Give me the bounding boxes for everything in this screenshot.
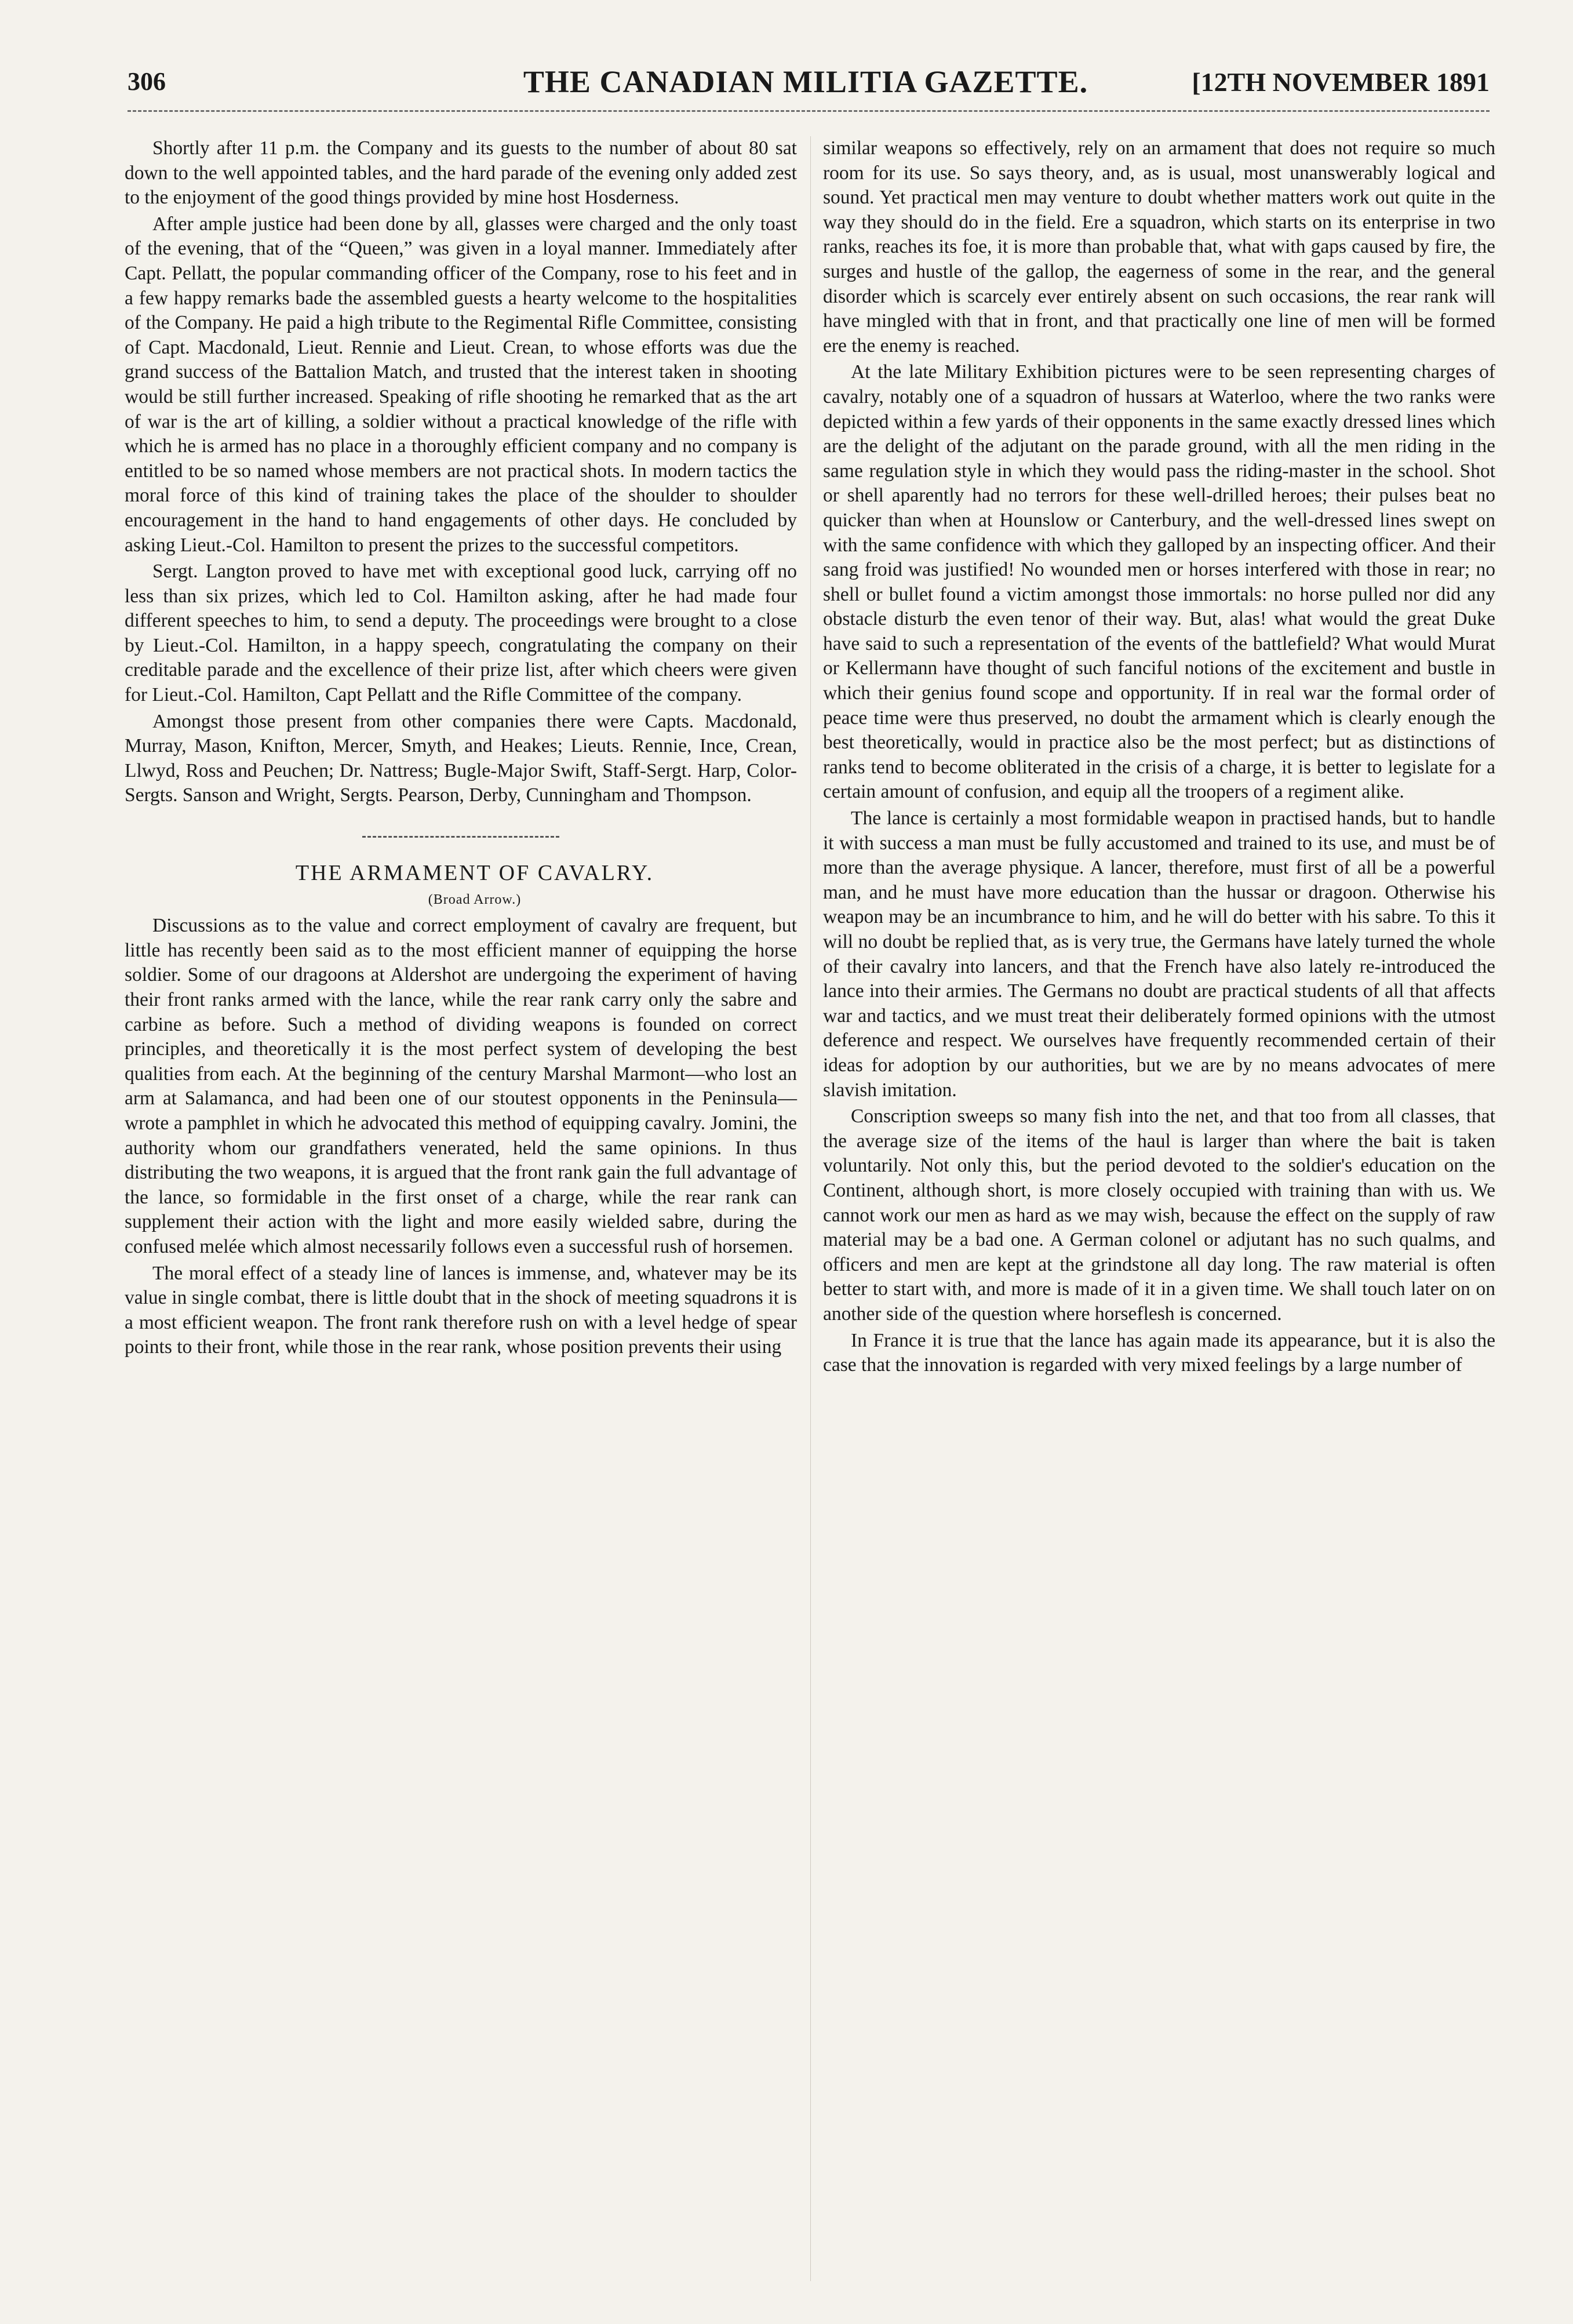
right-column bbox=[823, 136, 1495, 1380]
paragraph: The moral effect of a steady line of lances is immense, and, whatever may be its value in single combat, there is little doubt that in the shock of meeting squadrons it is a most efficient weapon. The front rank therefore rush on with a level hedge of spear points to their front, while those in the rear rank, whose position prevents their using bbox=[125, 1262, 797, 1358]
paragraph: At the late Military Exhibition pictures were to be seen representing charges of cavalry, notably one of a squadron of hussars at Waterloo, where the two ranks were depicted within a few yards of their opponents in the same exactly dressed lines which are the delight of the adjutant on the parade ground, with all the men riding in the same regulation style in which they would pass the riding-master in the school. Shot or shell aparently had no terrors for these well-drilled heroes; their pulses beat no quicker than when at Hounslow or Canterbury, and the well-dressed lines swept on with the same confidence with which they galloped by an inspecting officer. And their sang froid was justified! No wounded men or horses interfered with those in rear; no shell or bullet found a victim amongst those immortals: no horse pulled nor did any obstacle disturb the even tenor of their way. But, alas! what would the great Duke have said to such a representation of the events of the battlefield? What would Murat or Kellermann have thought of such fanciful notions of the excitement and bustle in which their genius found scope and opportunity. If in real war the formal order of peace time were thus preserved, no doubt the armament which is clearly enough the best theoretically, would in practice also be the most perfect; but as distinctions of ranks tend to become obliterated in the crisis of a charge, it is better to legislate for a certain amount of confusion, and equip all the troopers of a regiment alike. bbox=[823, 361, 1495, 803]
newspaper-title: THE CANADIAN MILITIA GAZETTE. bbox=[523, 64, 1088, 99]
article-source: (Broad Arrow.) bbox=[428, 892, 522, 907]
left-column bbox=[125, 136, 797, 1362]
paragraph: similar weapons so effectively, rely on an armament that does not require so much room for its use. So says theory, and, as is usual, most unanswerably logical and sound. Yet practical men may venture to doubt whether matters work out quite in the way they should do in the field. Ere a squadron, which starts on its enterprise in two ranks, reaches its foe, it is more than probable that, what with gaps caused by fire, the surges and hustle of the gallop, the eagerness of some in the rear, and the general disorder which is scarcely ever entirely absent on such occasions, the rear rank will have mingled with that in front, and that practically one line of men will be formed ere the enemy is reached. bbox=[823, 137, 1495, 357]
paragraph: In France it is true that the lance has again made its appearance, but it is also the case that the innovation is regarded with very mixed feelings by a large number of bbox=[823, 1329, 1495, 1376]
paragraph: Conscription sweeps so many fish into the net, and that too from all classes, that the average size of the items of the haul is larger than where the bait is taken voluntarily. Not only this, but the period devoted to the soldier's education on the Continent, although short, is more closely occupied with training than with us. We cannot work our men as hard as we may wish, because the effect on the supply of raw material may be a bad one. A German colonel or adjutant has no such qualms, and officers and men are kept at the grindstone all day long. The raw material is often better to start with, and more is made of it in a given time. We shall touch later on on another side of the question where horseflesh is concerned. bbox=[823, 1105, 1495, 1325]
paragraph: Sergt. Langton proved to have met with exceptional good luck, carrying off no less than six prizes, which led to Col. Hamilton asking, after he had made four different speeches to him, to send a deputy. The proceedings were brought to a close by Lieut.-Col. Hamilton, in a happy speech, congratulating the company on their creditable parade and the excellence of their prize list, after which cheers were given for Lieut.-Col. Hamilton, Capt Pellatt and the Rifle Committee of the company. bbox=[125, 561, 797, 706]
paragraph: After ample justice had been done by all, glasses were charged and the only toast of the evening, that of the “Queen,” was given in a loyal manner. Immediately after Capt. Pellatt, the popular commanding officer of the Company, rose to his feet and in a few happy remarks bade the assembled guests a hearty welcome to the hospitalities of the Company. He paid a high tribute to the Regimental Rifle Committee, consisting of Capt. Macdonald, Lieut. Rennie and Lieut. Crean, to whose efforts was due the grand success of the Battalion Match, and trusted that the interest taken in shooting would be still further increased. Speaking of rifle shooting he remarked that as the art of war is the art of killing, a soldier without a practical knowledge of the rifle with which he is armed has no place in a thoroughly efficient company and no company is entitled to be so named whose members are not practical shots. In modern tactics the moral force of this kind of training takes the place of the shoulder to shoulder encouragement in the hand to hand engagements of other days. He concluded by asking Lieut.-Col. Hamilton to present the prizes to the successful competitors. bbox=[125, 213, 797, 556]
paragraph: The lance is certainly a most formidable weapon in practised hands, but to handle it with success a man must be fully accustomed and trained to its use, and must be of more than the average physique. A lancer, therefore, must first of all be a powerful man, and he must have more education than the hussar or dragoon. Otherwise his weapon may be an incumbrance to him, and he will do better with his sabre. To this it will no doubt be replied that, as is very true, the Germans have lately turned the whole of their cavalry into lancers, and that the French have also lately re-introduced the lance into their armies. The Germans no doubt are practical students of all that affects war and tactics, and we must treat their deliberately formed opinions with the utmost deference and respect. We ourselves have frequently recommended certain of their ideas for adoption by our authorities, but we are by no means advocates of mere slavish imitation. bbox=[823, 808, 1495, 1101]
paragraph: Discussions as to the value and correct employment of cavalry are frequent, but little has recently been said as to the most efficient manner of equipping the horse soldier. Some of our dragoons at Aldershot are undergoing the experiment of having their front ranks armed with the lance, while the rear rank carry only the sabre and carbine as before. Such a method of dividing weapons is founded on correct principles, and theoretically it is the most perfect system of developing the best qualities from each. At the beginning of the century Marshal Marmont—who lost an arm at Salamanca, and had been one of our stoutest opponents in the Peninsula—wrote a pamphlet in which he advocated this method of equipping cavalry. Jomini, the authority whom our grandfathers venerated, held the same opinions. In thus distributing the two weapons, it is argued that the front rank gain the full advantage of the lance, so formidable in the first onset of a charge, while the rear rank can supplement their action with the light and more easily wielded sabre, during the confused melée which almost necessarily follows even a successful rush of horsemen. bbox=[125, 915, 797, 1257]
section-divider bbox=[362, 836, 559, 838]
page-number: 306 bbox=[128, 67, 166, 96]
issue-date: [12TH NOVEMBER 1891 bbox=[1192, 67, 1490, 97]
article-title: THE ARMAMENT OF CAVALRY. bbox=[295, 861, 654, 886]
paragraph: Amongst those present from other companies there were Capts. Macdonald, Murray, Mason, Knifton, Mercer, Smyth, and Heakes; Lieuts. Rennie, Ince, Crean, Llwyd, Ross and Peuchen; Dr. Nattress; Bugle-Major Swift, Staff-Sergt. Harp, Color-Sergts. Sanson and Wright, Sergts. Pearson, Derby, Cunningham and Thompson. bbox=[125, 710, 797, 806]
column-separator bbox=[810, 136, 811, 2281]
paragraph: Shortly after 11 p.m. the Company and its guests to the number of about 80 sat down to the well appointed tables, and the hard parade of the evening only added zest to the enjoyment of the good things provided by mine host Hosderness. bbox=[125, 137, 797, 209]
masthead bbox=[116, 61, 1495, 107]
masthead-rule bbox=[128, 110, 1490, 112]
